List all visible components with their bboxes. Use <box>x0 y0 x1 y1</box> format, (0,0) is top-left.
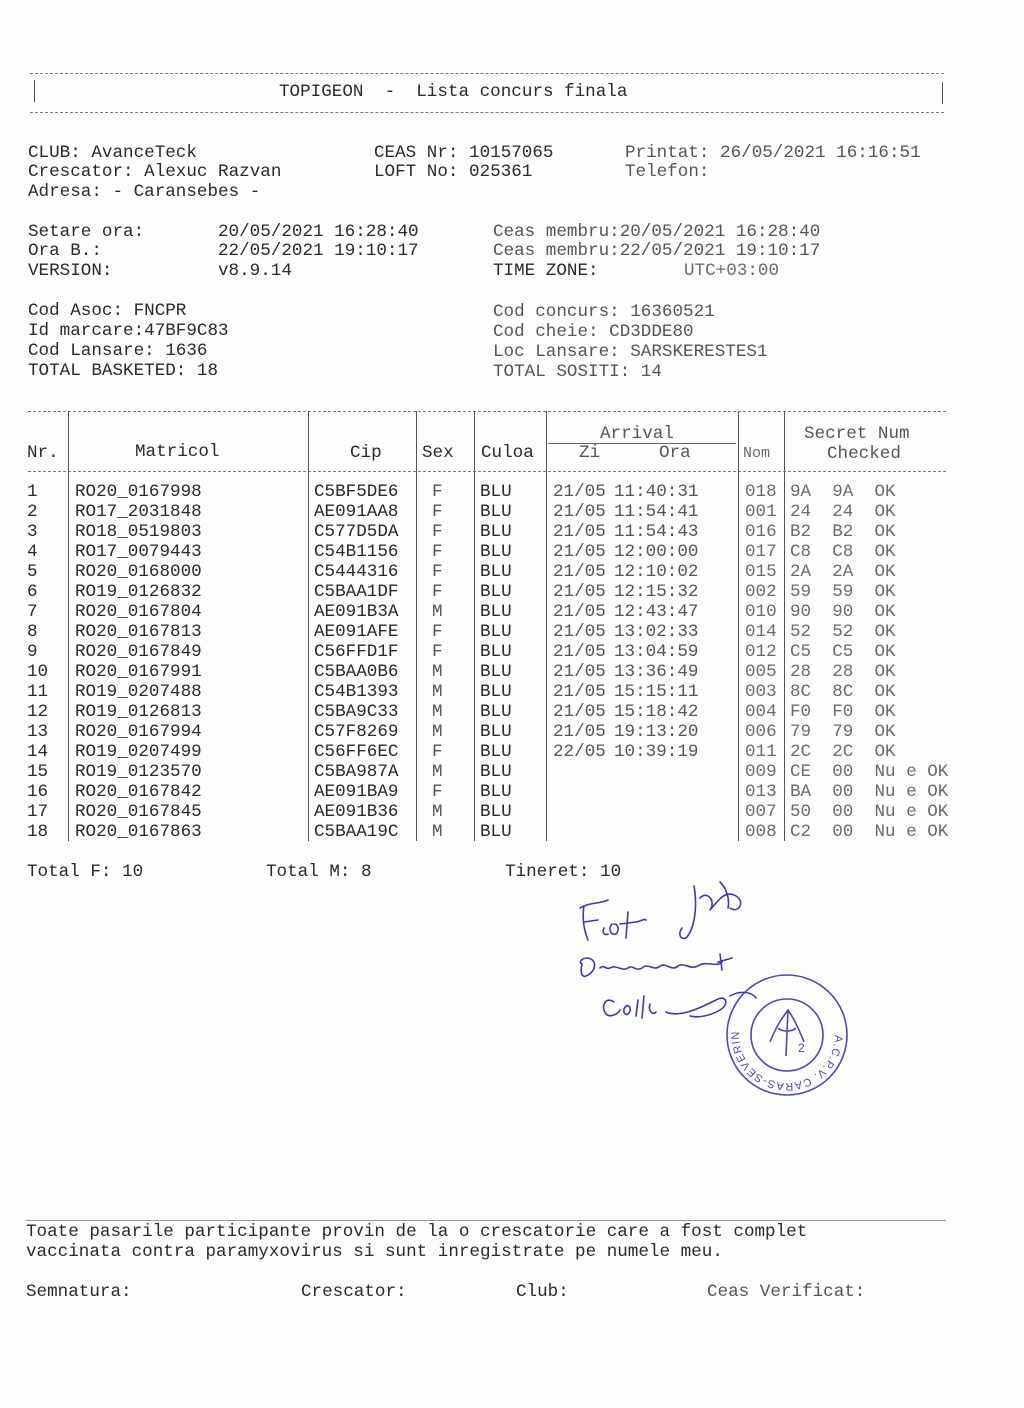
ceas-membru-1: Ceas membru:20/05/2021 16:28:40 <box>493 222 821 242</box>
header-arrival: Arrival <box>600 424 674 444</box>
title-box-left <box>34 80 35 102</box>
cell-ora: 13:02:33 <box>614 622 699 642</box>
cell-zi: 21/05 <box>553 662 606 682</box>
ceas-membru-2: Ceas membru:22/05/2021 19:10:17 <box>493 241 821 261</box>
cell-matricol: RO20_0167994 <box>75 722 202 742</box>
cell-nr: 8 <box>27 622 38 642</box>
cell-ora: 12:43:47 <box>614 602 699 622</box>
footer-rule <box>26 1220 946 1221</box>
total-sositi: TOTAL SOSITI: 14 <box>493 362 662 382</box>
club-label: Club: <box>516 1282 569 1302</box>
cell-nr: 10 <box>27 662 49 682</box>
cell-zi: 21/05 <box>553 682 606 702</box>
cell-ora: 19:13:20 <box>614 722 699 742</box>
cell-culoa: BLU <box>480 642 512 662</box>
cell-matricol: RO19_0123570 <box>75 762 202 782</box>
cell-ora: 15:18:42 <box>614 702 699 722</box>
semnatura-label: Semnatura: <box>26 1282 132 1302</box>
total-basketed: TOTAL BASKETED: 18 <box>28 361 219 381</box>
cell-nr: 18 <box>27 822 49 842</box>
cell-sex: F <box>432 542 443 562</box>
cell-culoa: BLU <box>480 562 512 582</box>
cell-sex: F <box>432 742 443 762</box>
cell-matricol: RO20_0167998 <box>75 482 202 502</box>
cell-cip: C54B1393 <box>314 682 399 702</box>
ora-b-label: Ora B.: <box>28 241 102 261</box>
cell-culoa: BLU <box>480 762 512 782</box>
cell-secret: 2A 2A OK <box>790 562 896 582</box>
crescator-label: Crescator: <box>301 1282 407 1302</box>
cell-ora: 13:04:59 <box>614 642 699 662</box>
cell-sex: M <box>432 822 443 842</box>
cell-nr: 15 <box>27 762 49 782</box>
cell-cip: C5BAA1DF <box>314 582 399 602</box>
cell-culoa: BLU <box>480 622 512 642</box>
cell-sex: F <box>432 642 443 662</box>
col-sep-matricol <box>308 411 309 841</box>
cell-sex: F <box>432 622 443 642</box>
cell-nom: 007 <box>745 802 777 822</box>
crescator-info: Crescator: Alexuc Razvan <box>28 162 282 182</box>
cell-sex: F <box>432 502 443 522</box>
cell-zi: 22/05 <box>553 742 606 762</box>
cell-secret: C8 C8 OK <box>790 542 896 562</box>
header-secret-num: Secret Num <box>804 424 910 444</box>
cell-ora: 11:54:43 <box>614 522 699 542</box>
statement-line-1: Toate pasarile participante provin de la o crescatorie care a fost complet <box>26 1222 808 1242</box>
title-box-right <box>942 82 943 104</box>
cell-zi: 21/05 <box>553 582 606 602</box>
cell-nr: 12 <box>27 702 49 722</box>
tineret: Tineret: 10 <box>505 862 622 882</box>
cell-matricol: RO20_0167804 <box>75 602 202 622</box>
cell-sex: M <box>432 762 443 782</box>
loc-lansare: Loc Lansare: SARSKERESTES1 <box>493 342 768 362</box>
adresa-info: Adresa: - Caransebes - <box>28 182 261 202</box>
setare-ora-label: Setare ora: <box>28 222 145 242</box>
cell-nom: 010 <box>745 602 777 622</box>
cell-nom: 002 <box>745 582 777 602</box>
cell-matricol: RO20_0167863 <box>75 822 202 842</box>
cell-secret: 79 79 OK <box>790 722 896 742</box>
cell-sex: M <box>432 662 443 682</box>
cell-culoa: BLU <box>480 582 512 602</box>
cell-matricol: RO20_0167845 <box>75 802 202 822</box>
cell-secret: 9A 9A OK <box>790 482 896 502</box>
cell-nr: 5 <box>27 562 38 582</box>
cell-sex: M <box>432 682 443 702</box>
cell-zi: 21/05 <box>553 702 606 722</box>
title-box-bottom <box>30 112 944 113</box>
cell-nr: 16 <box>27 782 49 802</box>
cell-secret: 24 24 OK <box>790 502 896 522</box>
cell-nom: 015 <box>745 562 777 582</box>
header-nr: Nr. <box>27 443 59 463</box>
cell-ora: 15:15:11 <box>614 682 699 702</box>
version-value: v8.9.14 <box>218 261 292 281</box>
cell-culoa: BLU <box>480 742 512 762</box>
cell-matricol: RO18_0519803 <box>75 522 202 542</box>
cell-nom: 004 <box>745 702 777 722</box>
loft-no-info: LOFT No: 025361 <box>374 162 533 182</box>
cell-nom: 003 <box>745 682 777 702</box>
cell-sex: F <box>432 562 443 582</box>
time-zone-label: TIME ZONE: <box>493 261 599 281</box>
cell-matricol: RO20_0167849 <box>75 642 202 662</box>
cell-ora: 11:40:31 <box>614 482 699 502</box>
stamp-text: A.C.P.V. CARAS-SEVERIN <box>729 1030 845 1093</box>
cell-cip: C54B1156 <box>314 542 399 562</box>
cell-nr: 17 <box>27 802 49 822</box>
cell-nr: 7 <box>27 602 38 622</box>
svg-text:2: 2 <box>798 1041 805 1055</box>
header-ora: Ora <box>659 443 691 463</box>
cell-culoa: BLU <box>480 702 512 722</box>
cell-matricol: RO20_0167813 <box>75 622 202 642</box>
cell-sex: F <box>432 582 443 602</box>
cell-ora: 10:39:19 <box>614 742 699 762</box>
cell-cip: AE091BA9 <box>314 782 399 802</box>
col-sep-sex <box>474 411 475 841</box>
time-zone-value: UTC+03:00 <box>684 261 780 281</box>
cell-secret: 2C 2C OK <box>790 742 896 762</box>
cell-sex: M <box>432 802 443 822</box>
cell-cip: AE091B36 <box>314 802 399 822</box>
cell-cip: C5444316 <box>314 562 399 582</box>
header-cip: Cip <box>350 443 382 463</box>
cell-nom: 018 <box>745 482 777 502</box>
cell-culoa: BLU <box>480 802 512 822</box>
cell-cip: C5BA987A <box>314 762 399 782</box>
cell-zi: 21/05 <box>553 542 606 562</box>
cell-cip: C57F8269 <box>314 722 399 742</box>
cell-zi: 21/05 <box>553 482 606 502</box>
cell-nom: 017 <box>745 542 777 562</box>
cell-sex: M <box>432 602 443 622</box>
cod-asoc: Cod Asoc: FNCPR <box>28 301 187 321</box>
cell-nr: 14 <box>27 742 49 762</box>
cell-zi: 21/05 <box>553 602 606 622</box>
cell-nom: 006 <box>745 722 777 742</box>
cell-zi: 21/05 <box>553 562 606 582</box>
table-top-rule <box>28 411 946 412</box>
cell-cip: C56FFD1F <box>314 642 399 662</box>
cell-matricol: RO17_2031848 <box>75 502 202 522</box>
header-zi: Zi <box>579 443 601 463</box>
cell-secret: BA 00 Nu e OK <box>790 782 949 802</box>
cell-nom: 001 <box>745 502 777 522</box>
title-box-top <box>30 73 944 74</box>
cell-matricol: RO19_0207499 <box>75 742 202 762</box>
cell-nr: 11 <box>27 682 49 702</box>
id-marcare: Id marcare:47BF9C83 <box>28 321 229 341</box>
cell-secret: 8C 8C OK <box>790 682 896 702</box>
header-matricol: Matricol <box>135 442 220 462</box>
cell-matricol: RO19_0126832 <box>75 582 202 602</box>
cell-culoa: BLU <box>480 682 512 702</box>
version-label: VERSION: <box>28 261 113 281</box>
cell-zi: 21/05 <box>553 622 606 642</box>
cell-zi: 21/05 <box>553 522 606 542</box>
club-stamp <box>722 970 852 1100</box>
cell-zi: 21/05 <box>553 502 606 522</box>
cell-cip: C5BA9C33 <box>314 702 399 722</box>
col-sep-nom <box>784 411 785 841</box>
col-sep-culoa <box>546 411 547 841</box>
cell-sex: F <box>432 482 443 502</box>
header-culoa: Culoa <box>481 443 534 463</box>
cell-ora: 12:15:32 <box>614 582 699 602</box>
cell-ora: 12:10:02 <box>614 562 699 582</box>
page-title: TOPIGEON - Lista concurs finala <box>279 82 628 102</box>
cell-nr: 13 <box>27 722 49 742</box>
header-sex: Sex <box>422 443 454 463</box>
cell-secret: C5 C5 OK <box>790 642 896 662</box>
cell-culoa: BLU <box>480 502 512 522</box>
cell-cip: C5BAA19C <box>314 822 399 842</box>
header-nom: Nom <box>743 445 771 462</box>
setare-ora-value: 20/05/2021 16:28:40 <box>218 222 419 242</box>
cell-ora: 13:36:49 <box>614 662 699 682</box>
cell-nr: 3 <box>27 522 38 542</box>
printat-info: Printat: 26/05/2021 16:16:51 <box>625 143 921 163</box>
cell-culoa: BLU <box>480 542 512 562</box>
cell-culoa: BLU <box>480 662 512 682</box>
cell-secret: 59 59 OK <box>790 582 896 602</box>
cell-nr: 4 <box>27 542 38 562</box>
cod-cheie: Cod cheie: CD3DDE80 <box>493 322 694 342</box>
total-m: Total M: 8 <box>266 862 372 882</box>
cell-cip: AE091AFE <box>314 622 399 642</box>
cell-secret: 52 52 OK <box>790 622 896 642</box>
cell-culoa: BLU <box>480 522 512 542</box>
cell-secret: C2 00 Nu e OK <box>790 822 949 842</box>
cell-zi: 21/05 <box>553 642 606 662</box>
cell-nom: 014 <box>745 622 777 642</box>
cell-nom: 011 <box>745 742 777 762</box>
cell-nr: 6 <box>27 582 38 602</box>
cell-culoa: BLU <box>480 782 512 802</box>
cell-cip: C56FF6EC <box>314 742 399 762</box>
cod-lansare: Cod Lansare: 1636 <box>28 341 208 361</box>
cod-concurs: Cod concurs: 16360521 <box>493 302 715 322</box>
cell-matricol: RO19_0207488 <box>75 682 202 702</box>
cell-cip: AE091B3A <box>314 602 399 622</box>
cell-secret: CE 00 Nu e OK <box>790 762 949 782</box>
statement-line-2: vaccinata contra paramyxovirus si sunt inregistrate pe numele meu. <box>26 1242 723 1262</box>
cell-sex: M <box>432 722 443 742</box>
cell-cip: AE091AA8 <box>314 502 399 522</box>
cell-secret: 50 00 Nu e OK <box>790 802 949 822</box>
cell-cip: C577D5DA <box>314 522 399 542</box>
cell-secret: F0 F0 OK <box>790 702 896 722</box>
cell-secret: B2 B2 OK <box>790 522 896 542</box>
cell-ora: 11:54:41 <box>614 502 699 522</box>
cell-zi: 21/05 <box>553 722 606 742</box>
cell-nr: 2 <box>27 502 38 522</box>
cell-sex: F <box>432 522 443 542</box>
cell-nom: 012 <box>745 642 777 662</box>
club-info: CLUB: AvanceTeck <box>28 143 197 163</box>
cell-sex: M <box>432 702 443 722</box>
cell-culoa: BLU <box>480 822 512 842</box>
cell-nom: 009 <box>745 762 777 782</box>
cell-culoa: BLU <box>480 722 512 742</box>
table-header-rule <box>28 471 946 472</box>
cell-nr: 9 <box>27 642 38 662</box>
cell-nom: 013 <box>745 782 777 802</box>
telefon-info: Telefon: <box>625 162 710 182</box>
cell-secret: 28 28 OK <box>790 662 896 682</box>
cell-ora: 12:00:00 <box>614 542 699 562</box>
cell-sex: F <box>432 782 443 802</box>
ceas-verificat-label: Ceas Verificat: <box>707 1282 866 1302</box>
cell-nom: 008 <box>745 822 777 842</box>
cell-matricol: RO19_0126813 <box>75 702 202 722</box>
cell-matricol: RO20_0167842 <box>75 782 202 802</box>
ora-b-value: 22/05/2021 19:10:17 <box>218 241 419 261</box>
cell-nr: 1 <box>27 482 38 502</box>
ceas-nr-info: CEAS Nr: 10157065 <box>374 143 554 163</box>
cell-nom: 016 <box>745 522 777 542</box>
cell-secret: 90 90 OK <box>790 602 896 622</box>
cell-culoa: BLU <box>480 602 512 622</box>
header-checked: Checked <box>827 444 901 464</box>
cell-culoa: BLU <box>480 482 512 502</box>
cell-matricol: RO20_0167991 <box>75 662 202 682</box>
cell-matricol: RO17_0079443 <box>75 542 202 562</box>
total-f: Total F: 10 <box>27 862 144 882</box>
cell-matricol: RO20_0168000 <box>75 562 202 582</box>
col-sep-nr <box>68 411 69 841</box>
cell-nom: 005 <box>745 662 777 682</box>
cell-cip: C5BAA0B6 <box>314 662 399 682</box>
col-sep-arrival <box>738 411 739 841</box>
cell-cip: C5BF5DE6 <box>314 482 399 502</box>
col-sep-cip <box>416 411 417 841</box>
